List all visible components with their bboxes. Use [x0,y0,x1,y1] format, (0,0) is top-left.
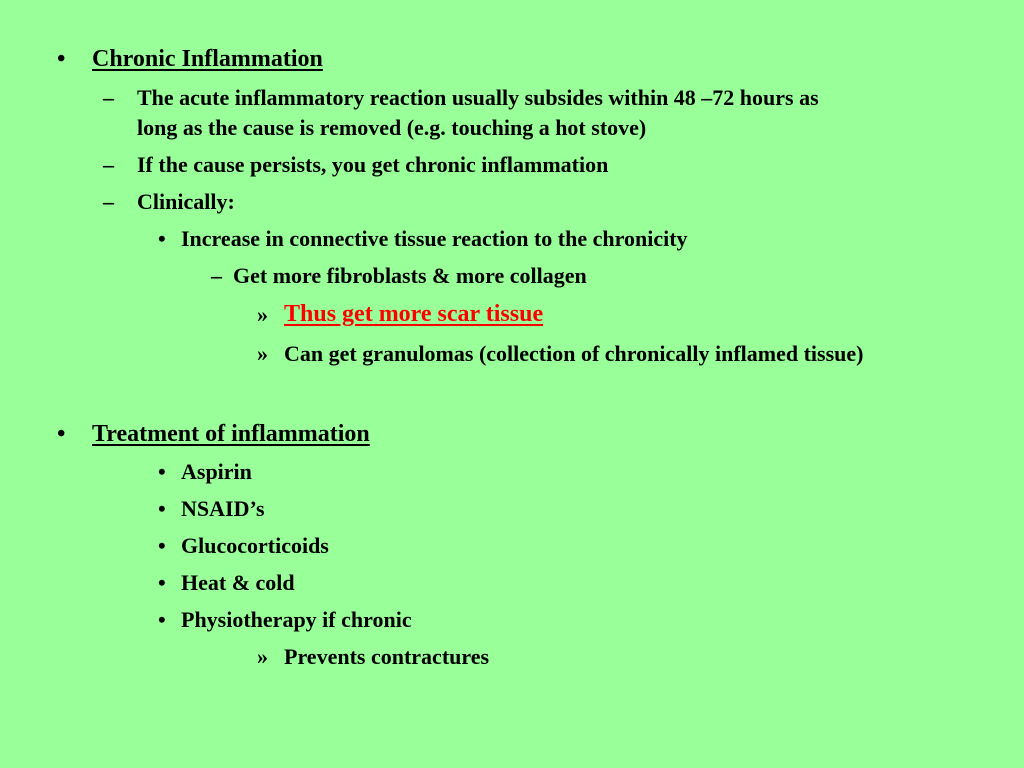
list-item-acute-reaction-line1: The acute inflammatory reaction usually subsides within 48 –72 hours as [137,85,819,110]
list-item-acute-reaction-line2: long as the cause is removed (e.g. touching a hot stove) [137,115,647,140]
section-heading-chronic-inflammation: Chronic Inflammation [92,46,323,72]
bullet-icon: • [57,46,66,72]
list-item-cause-persists: If the cause persists, you get chronic inflammation [137,152,609,177]
list-item-fibroblasts: Get more fibroblasts & more collagen [233,263,587,288]
list-item-clinically: Clinically: [137,189,235,214]
list-item-nsaids: NSAID’s [181,496,265,521]
chevron-icon: » [257,341,268,366]
list-item-physiotherapy: Physiotherapy if chronic [181,607,412,632]
list-item-glucocorticoids: Glucocorticoids [181,533,329,558]
section-heading-treatment: Treatment of inflammation [92,421,370,447]
bullet-icon: • [158,570,166,595]
list-item-aspirin: Aspirin [181,459,252,484]
list-item-granulomas: Can get granulomas (collection of chronically inflamed tissue) [284,341,864,366]
list-item-scar-tissue: Thus get more scar tissue [284,301,544,327]
dash-icon: – [103,85,114,110]
bullet-icon: • [57,421,66,447]
dash-icon: – [103,189,114,214]
dash-icon: – [211,263,222,288]
bullet-icon: • [158,459,166,484]
chevron-icon: » [257,644,268,669]
dash-icon: – [103,152,114,177]
bullet-icon: • [158,496,166,521]
chevron-icon: » [257,302,268,327]
bullet-icon: • [158,226,166,251]
list-item-connective-tissue: Increase in connective tissue reaction to the chronicity [181,226,688,251]
bullet-icon: • [158,607,166,632]
list-item-heat-cold: Heat & cold [181,570,295,595]
bullet-icon: • [158,533,166,558]
list-item-contractures: Prevents contractures [284,644,490,669]
